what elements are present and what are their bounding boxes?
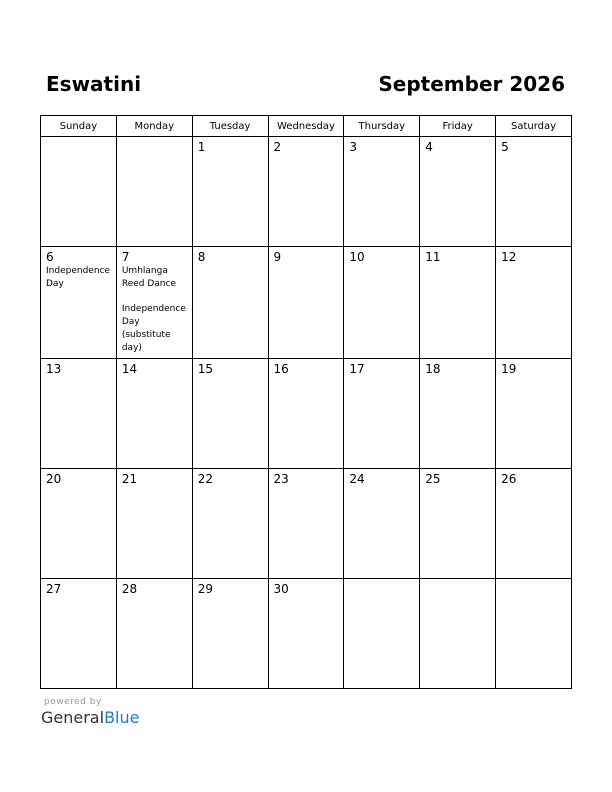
- day-cell: [192, 469, 268, 579]
- day-cell: [192, 137, 268, 247]
- day-number: 6: [46, 250, 54, 264]
- day-cell: [496, 359, 572, 469]
- holiday-label: Umhlanga Reed Dance: [121, 266, 176, 289]
- calendar-grid: [40, 115, 572, 689]
- weekday-tuesday: Tuesday: [192, 116, 268, 137]
- day-cell: [496, 137, 572, 247]
- day-cell: [420, 359, 496, 469]
- day-number: 15: [197, 362, 213, 376]
- week-row: [41, 247, 572, 359]
- day-number: 19: [501, 362, 517, 376]
- country-title: Eswatini: [46, 72, 142, 96]
- day-number: 9: [273, 250, 282, 264]
- day-cell: [41, 469, 117, 579]
- day-cell: [344, 137, 420, 247]
- day-number: 4: [425, 140, 433, 154]
- day-cell: [41, 247, 117, 359]
- day-cell: [268, 247, 344, 359]
- day-number: 14: [121, 362, 138, 376]
- day-cell: [420, 247, 496, 359]
- day-number: 10: [349, 250, 365, 264]
- day-cell: [496, 469, 572, 579]
- day-cell: [192, 359, 268, 469]
- week-row: [41, 469, 572, 579]
- weekday-monday: Monday: [116, 116, 192, 137]
- day-cell: [268, 137, 344, 247]
- day-number: 8: [197, 250, 206, 264]
- day-number: 7: [121, 250, 130, 264]
- weekday-friday: Friday: [420, 116, 496, 137]
- day-cell: [116, 247, 192, 359]
- day-number: 30: [273, 582, 289, 596]
- day-cell: [344, 579, 420, 689]
- day-number: 2: [273, 140, 282, 154]
- day-cell: [116, 359, 192, 469]
- weekday-sunday: Sunday: [41, 116, 117, 137]
- day-cell: [268, 469, 344, 579]
- day-number: 12: [501, 250, 517, 264]
- day-number: 27: [46, 582, 62, 596]
- day-cell: [41, 137, 117, 247]
- day-cell: [268, 579, 344, 689]
- day-number: 17: [349, 362, 365, 376]
- day-cell: [116, 469, 192, 579]
- day-number: 29: [197, 582, 213, 596]
- week-row: [41, 579, 572, 689]
- day-number: 26: [501, 472, 517, 486]
- day-number: 13: [46, 362, 62, 376]
- day-number: 11: [425, 250, 441, 264]
- weekday-wednesday: Wednesday: [268, 116, 344, 137]
- day-number: 20: [46, 472, 62, 486]
- day-cell: [116, 579, 192, 689]
- day-cell: [192, 579, 268, 689]
- month-year-title: September 2026: [378, 72, 565, 96]
- day-cell: [41, 579, 117, 689]
- brand-general: General: [41, 708, 105, 727]
- day-cell: [41, 359, 117, 469]
- powered-by-label: powered by: [44, 697, 102, 707]
- weekday-thursday: Thursday: [344, 116, 420, 137]
- week-row: [41, 359, 572, 469]
- day-number: 21: [121, 472, 138, 486]
- day-cell: [344, 359, 420, 469]
- day-cell: [344, 469, 420, 579]
- day-cell: [496, 247, 572, 359]
- generalblue-logo: [41, 708, 139, 727]
- day-number: 5: [501, 140, 509, 154]
- brand-blue: Blue: [104, 708, 140, 727]
- day-number: 25: [425, 472, 441, 486]
- weekday-saturday: Saturday: [496, 116, 572, 137]
- day-cell: [268, 359, 344, 469]
- day-number: 22: [197, 472, 213, 486]
- day-cell: [116, 137, 192, 247]
- day-cell: [420, 469, 496, 579]
- weekday-header-row: [41, 116, 572, 137]
- day-number: 23: [273, 472, 289, 486]
- day-cell: [420, 579, 496, 689]
- day-number: 16: [273, 362, 289, 376]
- day-number: 28: [121, 582, 138, 596]
- day-number: 3: [349, 140, 358, 154]
- holiday-label: Independence Day (substitute day): [121, 304, 186, 353]
- day-cell: [420, 137, 496, 247]
- day-cell: [192, 247, 268, 359]
- day-number: 18: [425, 362, 441, 376]
- day-number: 24: [349, 472, 365, 486]
- holiday-label: Independence Day: [46, 266, 111, 289]
- week-row: [41, 137, 572, 247]
- day-number: 1: [197, 140, 206, 154]
- day-cell: [496, 579, 572, 689]
- day-cell: [344, 247, 420, 359]
